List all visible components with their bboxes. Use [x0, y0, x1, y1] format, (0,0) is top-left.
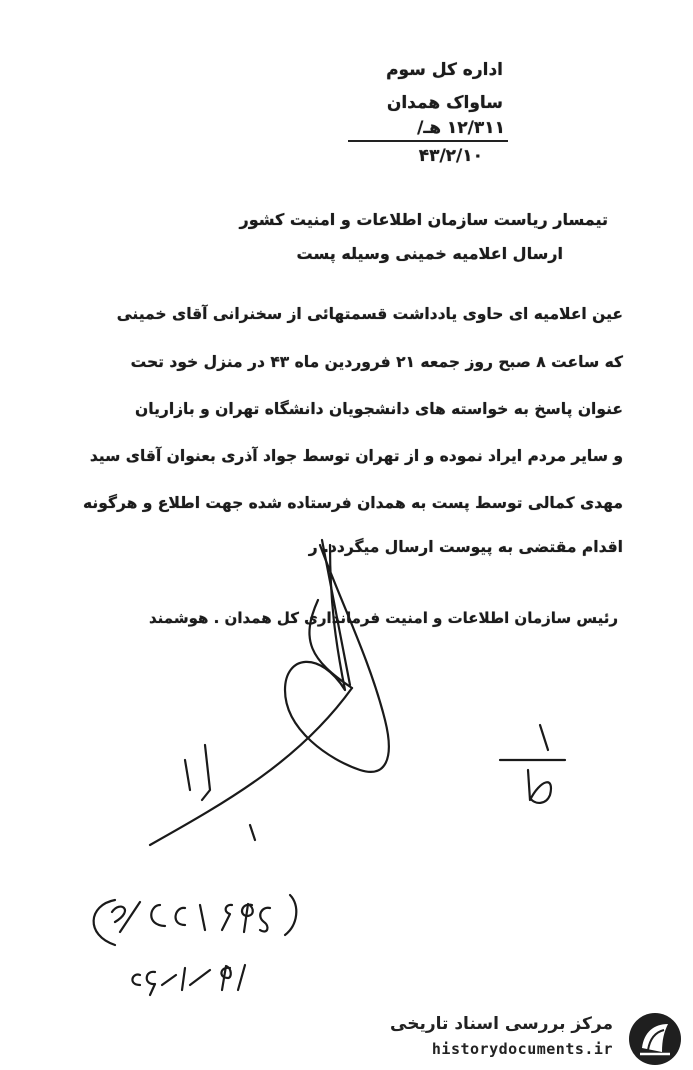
- watermark-url: historydocuments.ir: [431, 1040, 613, 1058]
- reference-number: ۱۲/۳۱۱ هـ/: [417, 118, 505, 138]
- signatory-line: رئیس سازمان اطلاعات و امنیت فرمانداری کل همدان . هوشمند: [149, 609, 618, 627]
- recipient-line: تیمسار ریاست سازمان اطلاعات و امنیت کشور: [239, 210, 608, 229]
- document-date: ۴۳/۲/۱۰: [418, 146, 483, 166]
- office-heading: اداره کل سوم: [386, 60, 503, 80]
- agency-heading: ساواک همدان: [386, 93, 503, 113]
- body-line: مهدی کمالی توسط پست به همدان فرستاده شده جهت اطلاع و هرگونه: [83, 494, 623, 512]
- body-line: عین اعلامیه ای حاوی یادداشت قسمتهائی از سخنرانی آقای خمینی: [116, 305, 623, 323]
- body-line: عنوان پاسخ به خواسته های دانشجویان دانشگاه تهران و بازاریان: [135, 400, 623, 418]
- watermark-title: مرکز بررسی اسناد تاریخی: [390, 1014, 613, 1034]
- body-line: که ساعت ۸ صبح روز جمعه ۲۱ فروردین ماه ۴۳ در منزل خود تحت: [130, 353, 623, 371]
- subject-line: ارسال اعلامیه خمینی وسیله پست: [296, 244, 563, 263]
- body-line: و سایر مردم ایراد نموده و از تهران توسط جواد آذری بعنوان آقای سید: [89, 447, 623, 465]
- body-line: اقدام مقتضی به پیوست ارسال میگردد. ر: [308, 538, 623, 556]
- archive-seal-icon: [626, 1010, 684, 1068]
